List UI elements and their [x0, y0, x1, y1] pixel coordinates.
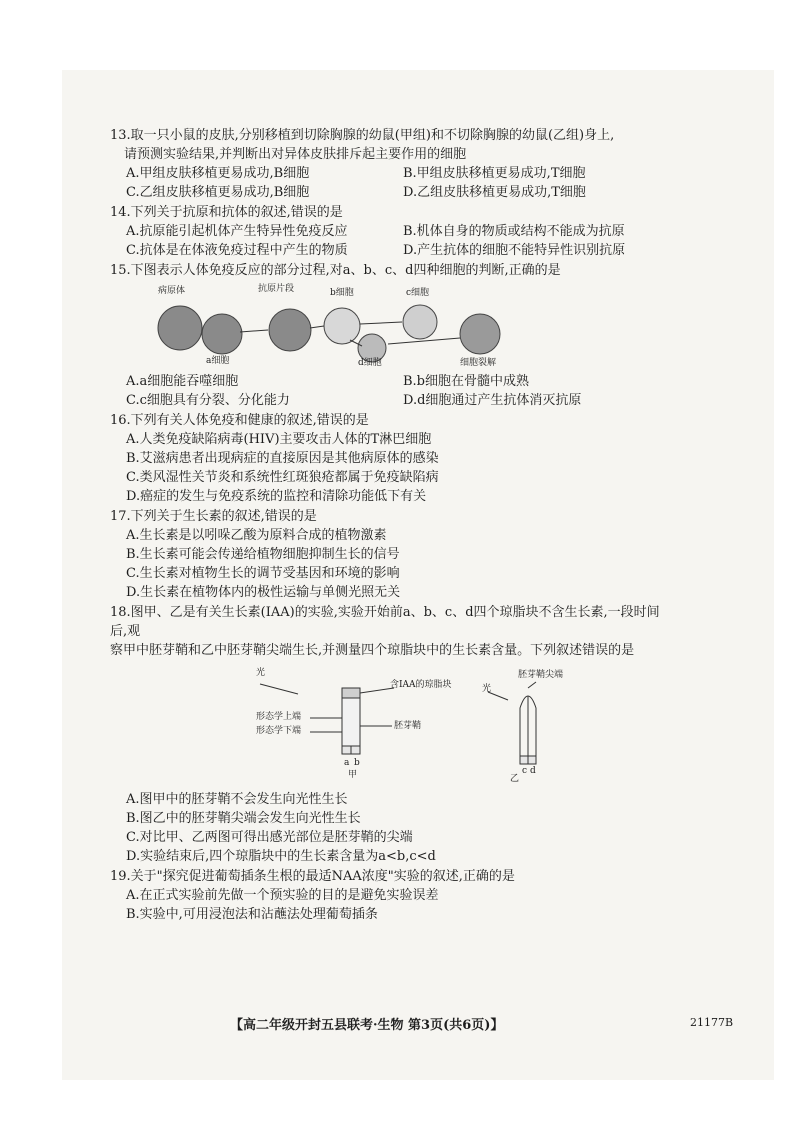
question-stem: 13.取一只小鼠的皮肤,分别移植到切除胸腺的幼鼠(甲组)和不切除胸腺的幼鼠(乙组)身上, — [110, 128, 615, 143]
t-cell — [269, 309, 311, 351]
label-b-cell: b细胞 — [330, 288, 354, 298]
option-a: A.生长素是以吲哚乙酸为原料合成的植物激素 — [126, 528, 387, 543]
arrow — [360, 322, 402, 324]
question-stem-continued: 察甲中胚芽鞘和乙中胚芽鞘尖端生长,并测量四个琼脂块中的生长素含量。下列叙述错误的是 — [110, 643, 635, 658]
question-18 — [110, 603, 670, 866]
option-a: A.图甲中的胚芽鞘不会发生向光性生长 — [126, 792, 348, 807]
option-list — [110, 222, 670, 260]
arrow — [240, 330, 268, 332]
option-d: D.乙组皮肤移植更易成功,T细胞 — [403, 185, 586, 200]
agar-block-c — [520, 756, 528, 764]
question-13 — [110, 126, 670, 202]
option-c: C.乙组皮肤移植更易成功,B细胞 — [126, 185, 310, 200]
option-c: C.对比甲、乙两图可得出感光部位是胚芽鞘的尖端 — [126, 830, 413, 845]
exam-code: 21177B — [690, 1016, 734, 1029]
a-cell — [202, 314, 242, 354]
label-c: c — [522, 766, 528, 776]
page-footer: 【高二年级开封五县联考·生物 第3页(共6页)】 — [230, 1018, 504, 1033]
question-stem-continued: 请预测实验结果,并判断出对异体皮肤排斥起主要作用的细胞 — [124, 147, 467, 162]
label-yi: 乙 — [510, 774, 520, 784]
option-d: D.d细胞通过产生抗体消灭抗原 — [403, 393, 582, 408]
label-d: d — [530, 766, 536, 776]
option-c: C.抗体是在体液免疫过程中产生的物质 — [126, 243, 348, 258]
label-morph-top: 形态学上端 — [256, 712, 302, 722]
iaa-experiment-figure — [110, 666, 670, 784]
label-coleoptile-tip: 胚芽鞘尖端 — [518, 670, 564, 680]
option-list — [110, 430, 670, 506]
question-stem: 14.下列关于抗原和抗体的叙述,错误的是 — [110, 205, 343, 220]
option-b: B.生长素可能会传递给植物细胞抑制生长的信号 — [126, 547, 400, 562]
pathogen-cell — [158, 306, 202, 350]
option-d: D.生长素在植物体内的极性运输与单侧光照无关 — [126, 585, 401, 600]
label-jia: 甲 — [348, 770, 358, 780]
label-iaa-agar: 含IAA的琼脂块 — [390, 680, 452, 690]
iaa-agar-block — [342, 688, 360, 698]
option-b: B.甲组皮肤移植更易成功,T细胞 — [403, 166, 586, 181]
label-coleoptile: 胚芽鞘 — [394, 721, 422, 731]
question-stem: 19.关于"探究促进葡萄插条生根的最适NAA浓度"实验的叙述,正确的是 — [110, 869, 515, 884]
coleoptile-segment — [342, 698, 360, 746]
option-b: B.机体自身的物质或结构不能成为抗原 — [403, 224, 625, 239]
line — [360, 688, 394, 693]
option-list — [110, 164, 670, 202]
option-a: A.甲组皮肤移植更易成功,B细胞 — [126, 166, 310, 181]
agar-block-b — [351, 746, 360, 754]
agar-block-d — [528, 756, 536, 764]
question-stem: 18.图甲、乙是有关生长素(IAA)的实验,实验开始前a、b、c、d四个琼脂块不含生长素,一段时间后,观 — [110, 605, 660, 639]
label-light-right: 光 — [482, 684, 492, 694]
question-16 — [110, 411, 670, 506]
option-d: D.产生抗体的细胞不能特异性识别抗原 — [403, 243, 626, 258]
label-light-left: 光 — [256, 668, 266, 678]
lysed-cell — [460, 314, 500, 354]
label-cell-lysis: 细胞裂解 — [460, 358, 497, 368]
line — [528, 682, 536, 688]
label-a: a — [344, 758, 350, 768]
question-list — [110, 126, 670, 925]
question-stem: 15.下图表示人体免疫反应的部分过程,对a、b、c、d四种细胞的判断,正确的是 — [110, 263, 561, 278]
option-c: C.生长素对植物生长的调节受基因和环境的影响 — [126, 566, 400, 581]
question-14 — [110, 203, 670, 260]
question-17 — [110, 507, 670, 602]
label-morph-bottom: 形态学下端 — [256, 726, 302, 736]
agar-block-a — [342, 746, 351, 754]
option-b: B.艾滋病患者出现病症的直接原因是其他病原体的感染 — [126, 451, 439, 466]
question-15 — [110, 261, 670, 410]
option-a: A.a细胞能吞噬细胞 — [126, 374, 239, 389]
label-b: b — [354, 758, 360, 768]
immune-response-diagram — [110, 282, 670, 368]
c-cell — [403, 305, 437, 339]
question-19 — [110, 867, 670, 924]
option-a: A.人类免疫缺陷病毒(HIV)主要攻击人体的T淋巴细胞 — [126, 432, 432, 447]
label-a-cell: a细胞 — [206, 356, 230, 366]
light-arrow-left — [260, 684, 298, 694]
immune-response-figure — [110, 282, 670, 368]
option-list — [110, 790, 670, 866]
option-d: D.癌症的发生与免疫系统的监控和清除功能低下有关 — [126, 489, 427, 504]
question-stem: 16.下列有关人体免疫和健康的叙述,错误的是 — [110, 413, 369, 428]
option-a: A.在正式实验前先做一个预实验的目的是避免实验误差 — [126, 888, 439, 903]
option-c: C.类风湿性关节炎和系统性红斑狼疮都属于免疫缺陷病 — [126, 470, 439, 485]
option-list — [110, 886, 670, 924]
option-b: B.图乙中的胚芽鞘尖端会发生向光性生长 — [126, 811, 361, 826]
arrow — [310, 326, 324, 328]
label-pathogen: 病原体 — [158, 286, 186, 296]
option-list — [110, 372, 670, 410]
option-list — [110, 526, 670, 602]
b-cell — [324, 308, 360, 344]
label-d-cell: d细胞 — [358, 358, 382, 368]
question-stem: 17.下列关于生长素的叙述,错误的是 — [110, 509, 317, 524]
label-antigen-fragment: 抗原片段 — [258, 284, 295, 294]
option-a: A.抗原能引起机体产生特异性免疫反应 — [126, 224, 348, 239]
option-b: B.b细胞在骨髓中成熟 — [403, 374, 530, 389]
option-d: D.实验结束后,四个琼脂块中的生长素含量为a<b,c<d — [126, 849, 436, 864]
option-c: C.c细胞具有分裂、分化能力 — [126, 393, 290, 408]
label-c-cell: c细胞 — [406, 288, 430, 298]
option-b: B.实验中,可用浸泡法和沾蘸法处理葡萄插条 — [126, 907, 378, 922]
